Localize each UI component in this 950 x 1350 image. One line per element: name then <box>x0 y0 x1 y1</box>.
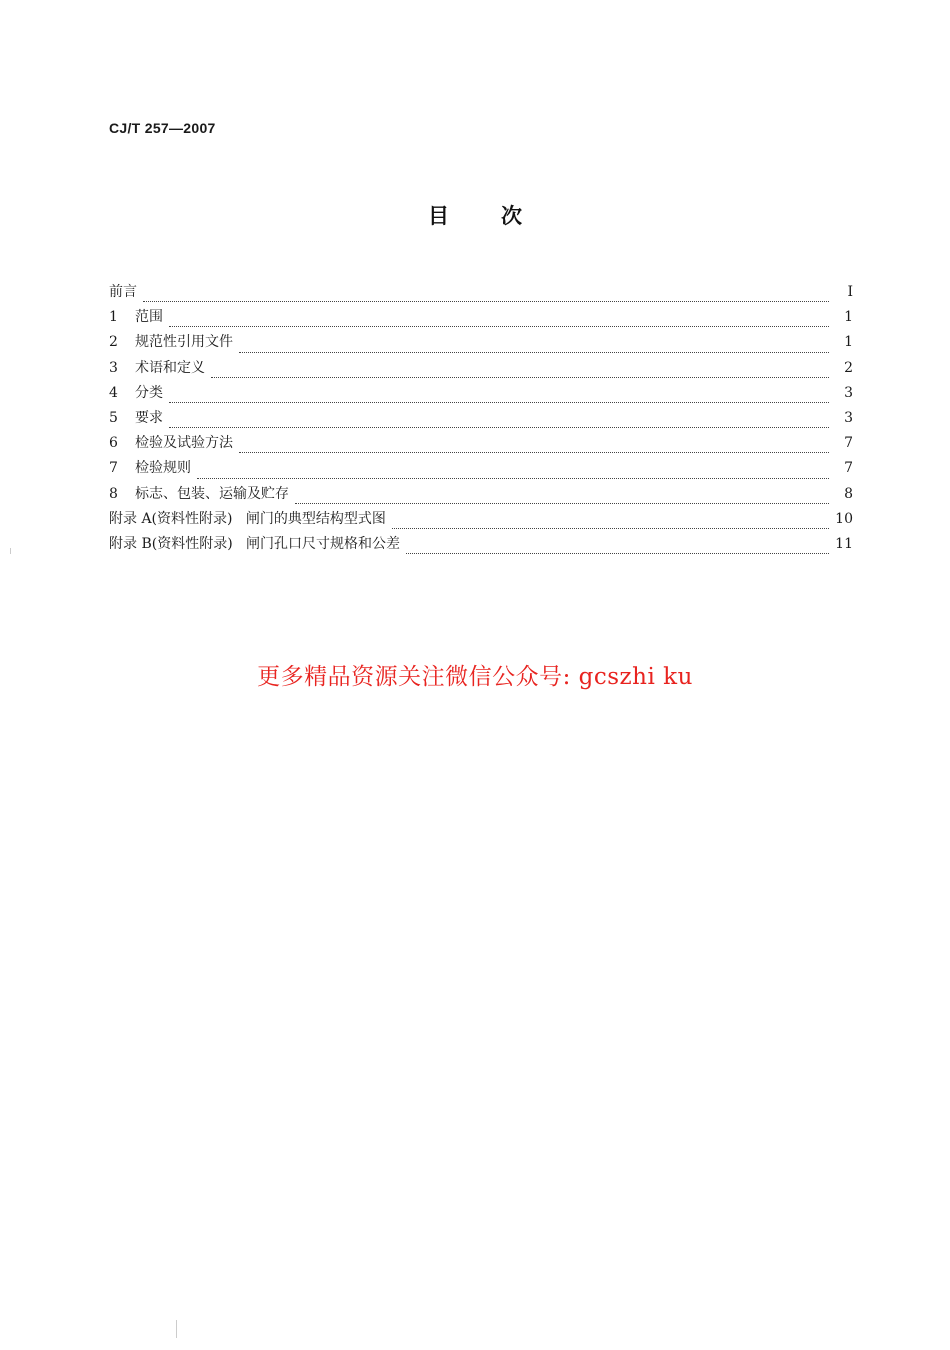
toc-leader-dots <box>169 325 829 327</box>
toc-entry-number: 1 <box>109 309 118 326</box>
toc-entry-number: 5 <box>109 409 118 426</box>
toc-entry-label: 规范性引用文件 <box>135 334 233 351</box>
toc-entry-label: 分类 <box>135 384 163 401</box>
promo-watermark-text: 更多精品资源关注微信公众号: gcszhi ku <box>257 664 693 690</box>
document-code: CJ/T 257—2007 <box>109 120 216 136</box>
toc-leader-dots <box>169 401 829 403</box>
toc-leader-dots <box>295 502 829 504</box>
toc-entry-page: 10 <box>835 510 853 527</box>
toc-entry-number: 6 <box>109 435 118 452</box>
toc-entry-2[interactable] <box>109 332 853 357</box>
toc-list <box>109 282 853 559</box>
toc-entry-3[interactable] <box>109 358 853 383</box>
toc-entry-appendix-b[interactable] <box>109 534 853 559</box>
toc-entry-page: 2 <box>844 359 853 376</box>
toc-entry-label: 检验规则 <box>135 460 191 477</box>
toc-entry-page: 11 <box>835 535 853 552</box>
toc-entry-page: 7 <box>844 460 853 477</box>
toc-entry-5[interactable] <box>109 408 853 433</box>
toc-entry-page: 7 <box>844 435 853 452</box>
toc-entry-7[interactable] <box>109 458 853 483</box>
toc-leader-dots <box>239 451 829 453</box>
toc-entry-number: 8 <box>109 485 118 502</box>
toc-leader-dots <box>197 477 829 479</box>
toc-leader-dots <box>406 552 829 554</box>
toc-entry-1[interactable] <box>109 307 853 332</box>
toc-leader-dots <box>211 376 829 378</box>
scan-speck <box>10 548 11 554</box>
toc-entry-appendix-a[interactable] <box>109 509 853 534</box>
toc-entry-label: 标志、包装、运输及贮存 <box>135 485 289 502</box>
toc-entry-page: 8 <box>844 485 853 502</box>
toc-entry-number: 4 <box>109 384 118 401</box>
toc-leader-dots <box>169 426 829 428</box>
toc-entry-number: 2 <box>109 334 118 351</box>
toc-entry-6[interactable] <box>109 433 853 458</box>
toc-entry-label: 前言 <box>109 284 137 300</box>
toc-entry-label: 要求 <box>135 409 163 426</box>
toc-entry-label: 附录 A(资料性附录) 闸门的典型结构型式图 <box>109 510 386 527</box>
toc-entry-number: 3 <box>109 359 118 376</box>
toc-entry-8[interactable] <box>109 484 853 509</box>
toc-leader-dots <box>143 300 829 302</box>
toc-title: 目次 <box>428 204 574 228</box>
toc-entry-page: 1 <box>844 334 853 351</box>
toc-leader-dots <box>392 527 829 529</box>
toc-entry-label: 术语和定义 <box>135 359 205 376</box>
toc-entry-label: 范围 <box>135 309 163 326</box>
toc-entry-foreword[interactable] <box>109 282 853 307</box>
toc-entry-label: 附录 B(资料性附录) 闸门孔口尺寸规格和公差 <box>109 535 401 552</box>
scan-speck <box>176 1320 177 1338</box>
toc-entry-page: 3 <box>844 409 853 426</box>
toc-entry-page: 3 <box>844 384 853 401</box>
toc-entry-page: I <box>847 284 853 300</box>
toc-leader-dots <box>239 351 829 353</box>
toc-entry-page: 1 <box>844 309 853 326</box>
toc-entry-number: 7 <box>109 460 118 477</box>
toc-entry-label: 检验及试验方法 <box>135 435 233 452</box>
toc-entry-4[interactable] <box>109 383 853 408</box>
